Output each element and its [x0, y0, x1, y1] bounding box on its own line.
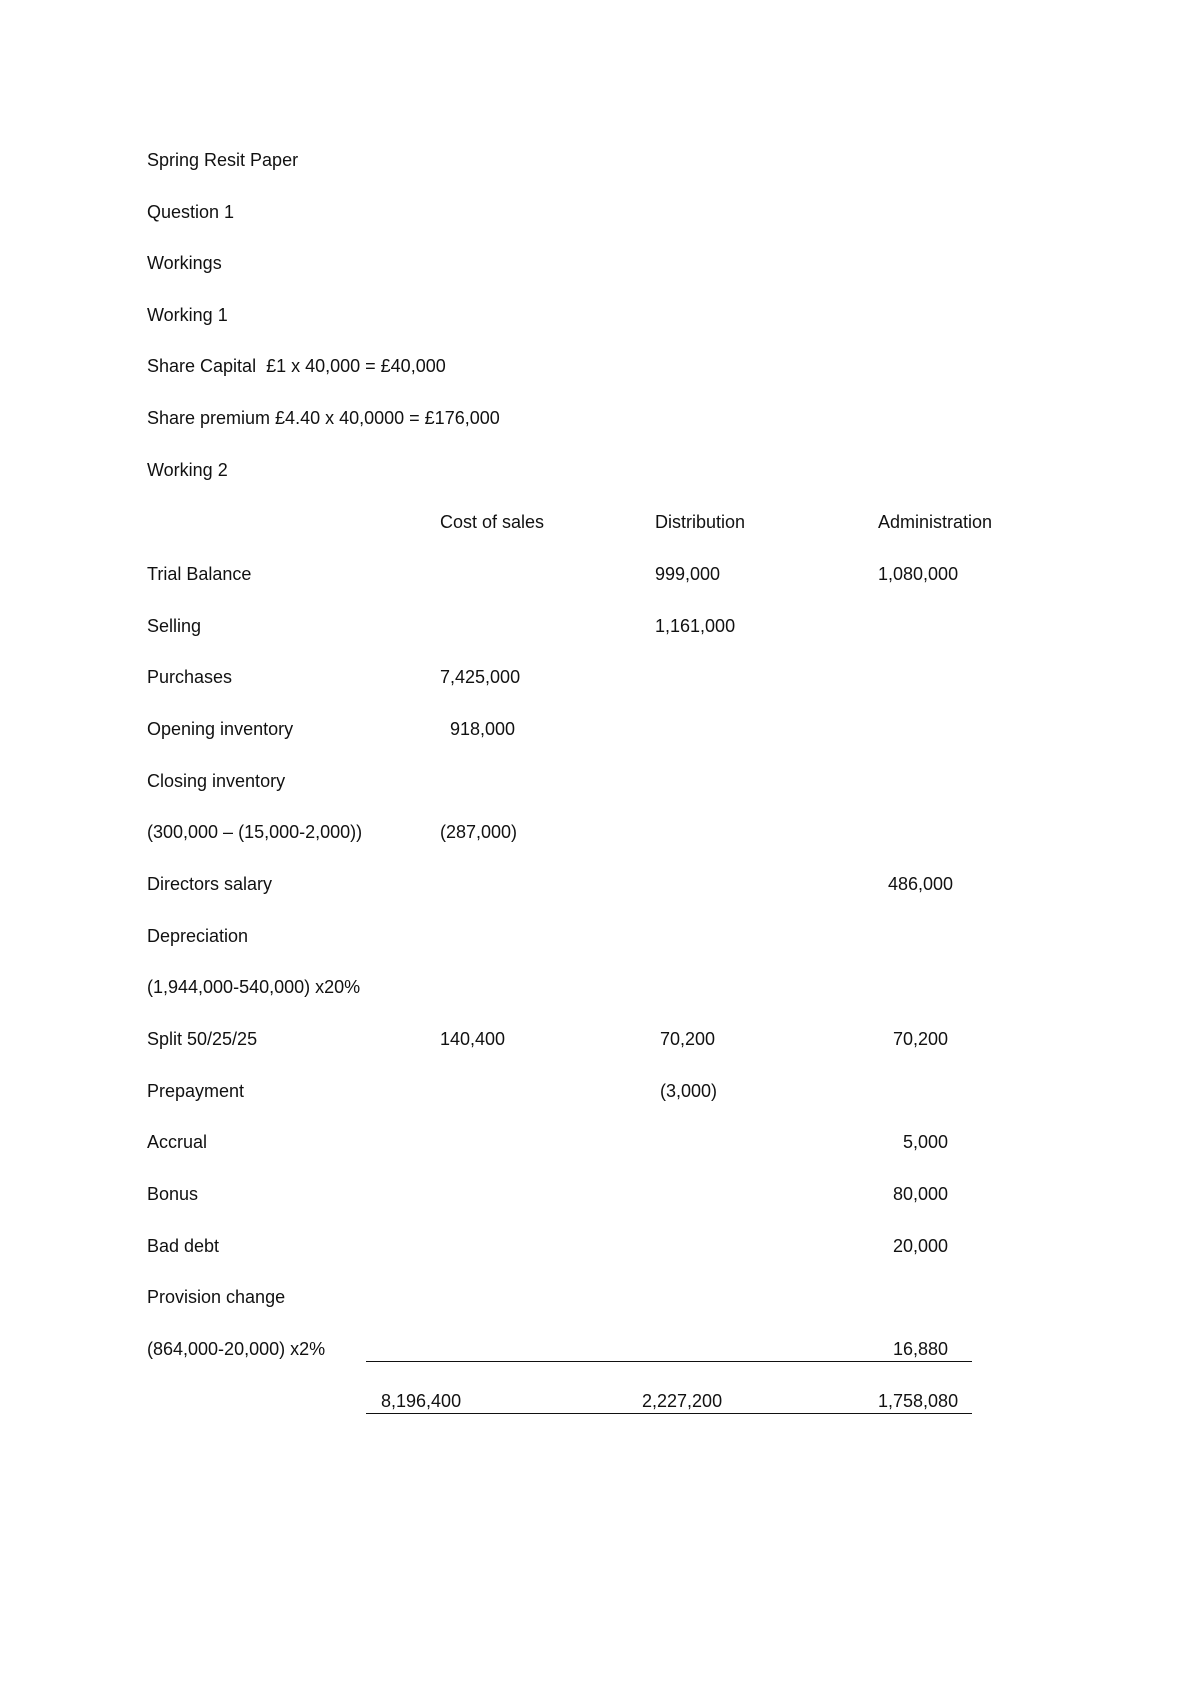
row-administration-value: 70,200: [878, 1029, 949, 1049]
row-label: Closing inventory: [147, 771, 286, 791]
row-label: Purchases: [147, 667, 233, 687]
row-label: Prepayment: [147, 1081, 245, 1101]
row-administration-value: 16,880: [878, 1339, 949, 1359]
header-distribution: Distribution: [655, 512, 746, 532]
row-distribution-value: 1,161,000: [655, 616, 736, 636]
total-administration: 1,758,080: [878, 1391, 959, 1411]
question-heading: Question 1: [147, 202, 235, 222]
document-title: Spring Resit Paper: [147, 150, 299, 170]
row-label: (1,944,000-540,000) x20%: [147, 977, 361, 997]
row-label: Bad debt: [147, 1236, 220, 1256]
row-label: (864,000-20,000) x2%: [147, 1339, 326, 1359]
row-distribution-value: (3,000): [655, 1081, 718, 1101]
header-administration: Administration: [878, 512, 993, 532]
working-1-heading: Working 1: [147, 305, 228, 325]
row-cost-of-sales-value: 140,400: [440, 1029, 506, 1049]
share-capital-line: Share Capital £1 x 40,000 = £40,000: [147, 356, 446, 376]
row-label: Depreciation: [147, 926, 249, 946]
row-label: Provision change: [147, 1287, 286, 1307]
row-label: Trial Balance: [147, 564, 252, 584]
row-label: Selling: [147, 616, 202, 636]
row-label: Split 50/25/25: [147, 1029, 258, 1049]
row-label: Opening inventory: [147, 719, 294, 739]
row-cost-of-sales-value: 918,000: [440, 719, 516, 739]
workings-heading: Workings: [147, 253, 222, 273]
row-distribution-value: 70,200: [655, 1029, 716, 1049]
row-administration-value: 1,080,000: [878, 564, 959, 584]
row-administration-value: 486,000: [878, 874, 954, 894]
row-label: (300,000 – (15,000-2,000)): [147, 822, 363, 842]
share-premium-line: Share premium £4.40 x 40,0000 = £176,000: [147, 408, 500, 428]
row-cost-of-sales-value: (287,000): [440, 822, 518, 842]
total-cost-of-sales: 8,196,400: [366, 1391, 462, 1411]
row-administration-value: 20,000: [878, 1236, 949, 1256]
total-distribution: 2,227,200: [642, 1391, 723, 1411]
row-cost-of-sales-value: 7,425,000: [440, 667, 521, 687]
row-administration-value: 5,000: [878, 1132, 949, 1152]
working-2-heading: Working 2: [147, 460, 228, 480]
row-label: Accrual: [147, 1132, 208, 1152]
total-rule: [366, 1413, 972, 1414]
header-cost-of-sales: Cost of sales: [440, 512, 545, 532]
subtotal-rule: [366, 1361, 972, 1362]
row-label: Directors salary: [147, 874, 273, 894]
row-label: Bonus: [147, 1184, 199, 1204]
row-administration-value: 80,000: [878, 1184, 949, 1204]
row-distribution-value: 999,000: [655, 564, 721, 584]
